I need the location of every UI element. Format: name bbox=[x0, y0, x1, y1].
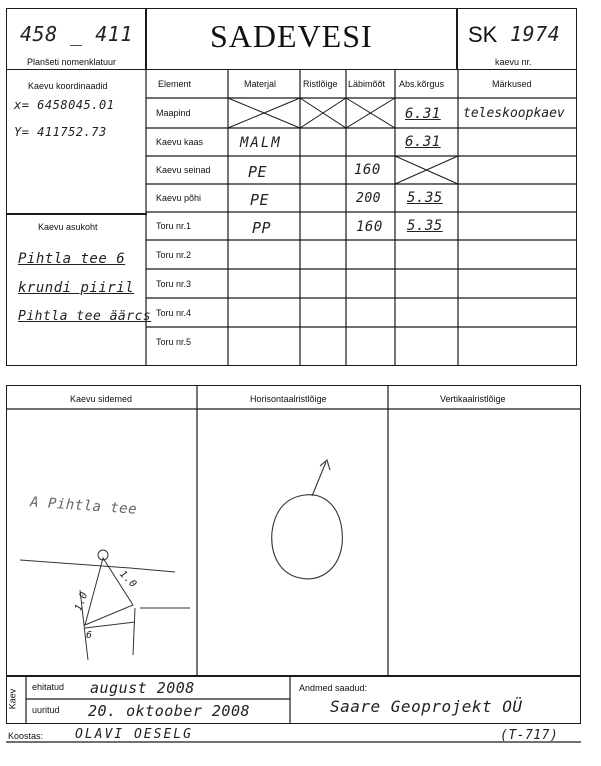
location-line-3: Pihtla tee äärcs bbox=[18, 309, 152, 324]
built-value: august 2008 bbox=[90, 679, 195, 697]
row-label: Toru nr.2 bbox=[156, 250, 192, 260]
well-number: 1974 bbox=[510, 22, 561, 46]
col-diameter: Läbimõõt bbox=[348, 79, 386, 89]
vertical-section-label: Vertikaalristlõige bbox=[440, 394, 506, 404]
coordinate-y: Y= 411752.73 bbox=[14, 125, 107, 139]
cell-diameter: 200 bbox=[356, 191, 381, 206]
cell-diameter: 160 bbox=[354, 162, 381, 178]
col-material: Materjal bbox=[244, 79, 277, 89]
cell-elevation: 5.35 bbox=[407, 190, 443, 206]
col-cross: Ristlõige bbox=[303, 79, 338, 89]
cell-elevation: 6.31 bbox=[405, 134, 441, 150]
compiled-value: OLAVI OESELG bbox=[75, 727, 193, 742]
well-side-label: Kaev bbox=[7, 688, 18, 710]
surveyed-value: 20. oktoober 2008 bbox=[88, 702, 251, 720]
col-element: Element bbox=[158, 79, 192, 89]
cell-material: PE bbox=[250, 191, 270, 209]
row-label: Toru nr.3 bbox=[156, 279, 192, 289]
dimension-label: 1.0 bbox=[116, 568, 139, 591]
data-source-label: Andmed saadud: bbox=[299, 683, 368, 693]
cell-notes: teleskoopkaev bbox=[463, 106, 565, 121]
cell-material: MALM bbox=[240, 135, 282, 151]
row-label: Maapind bbox=[156, 108, 191, 118]
coordinates-label: Kaevu koordinaadid bbox=[28, 81, 108, 91]
street-label: A Pihtla tee bbox=[29, 494, 138, 518]
cell-material: PP bbox=[252, 219, 272, 237]
horizontal-section-label: Horisontaalristlõige bbox=[250, 394, 327, 404]
dimension-label: 1.0 bbox=[73, 590, 91, 613]
form-code: (T-717) bbox=[500, 728, 559, 743]
connections-label: Kaevu sidemed bbox=[70, 394, 133, 404]
row-label: Kaevu põhi bbox=[156, 193, 202, 203]
location-label: Kaevu asukoht bbox=[38, 222, 98, 232]
surveyed-label: uuritud bbox=[32, 705, 60, 715]
sheet-label: Planšeti nomenklatuur bbox=[27, 57, 117, 67]
cell-elevation: 5.35 bbox=[407, 218, 443, 234]
sheet-number: 458 _ 411 bbox=[20, 22, 133, 46]
dimension-label: 6 bbox=[86, 630, 93, 641]
page-title: SADEVESI bbox=[210, 18, 373, 54]
cell-diameter: 160 bbox=[356, 219, 383, 235]
coordinate-x: x= 6458045.01 bbox=[14, 98, 115, 112]
row-label: Kaevu kaas bbox=[156, 137, 204, 147]
col-notes: Märkused bbox=[492, 79, 532, 89]
location-line-2: krundi piiril bbox=[18, 280, 135, 296]
well-label: kaevu nr. bbox=[495, 57, 532, 67]
cell-material: PE bbox=[248, 163, 268, 181]
row-label: Kaevu seinad bbox=[156, 165, 211, 175]
location-line-1: Pihtla tee 6 bbox=[18, 251, 126, 267]
built-label: ehitatud bbox=[32, 682, 65, 692]
cell-elevation: 6.31 bbox=[405, 106, 441, 122]
row-label: Toru nr.1 bbox=[156, 221, 192, 231]
col-elevation: Abs.kõrgus bbox=[399, 79, 445, 89]
row-label: Toru nr.5 bbox=[156, 337, 192, 347]
compiled-label: Koostas: bbox=[8, 731, 44, 741]
data-source-value: Saare Geoprojekt OÜ bbox=[330, 697, 523, 716]
well-prefix: SK bbox=[468, 22, 498, 47]
row-label: Toru nr.4 bbox=[156, 308, 192, 318]
